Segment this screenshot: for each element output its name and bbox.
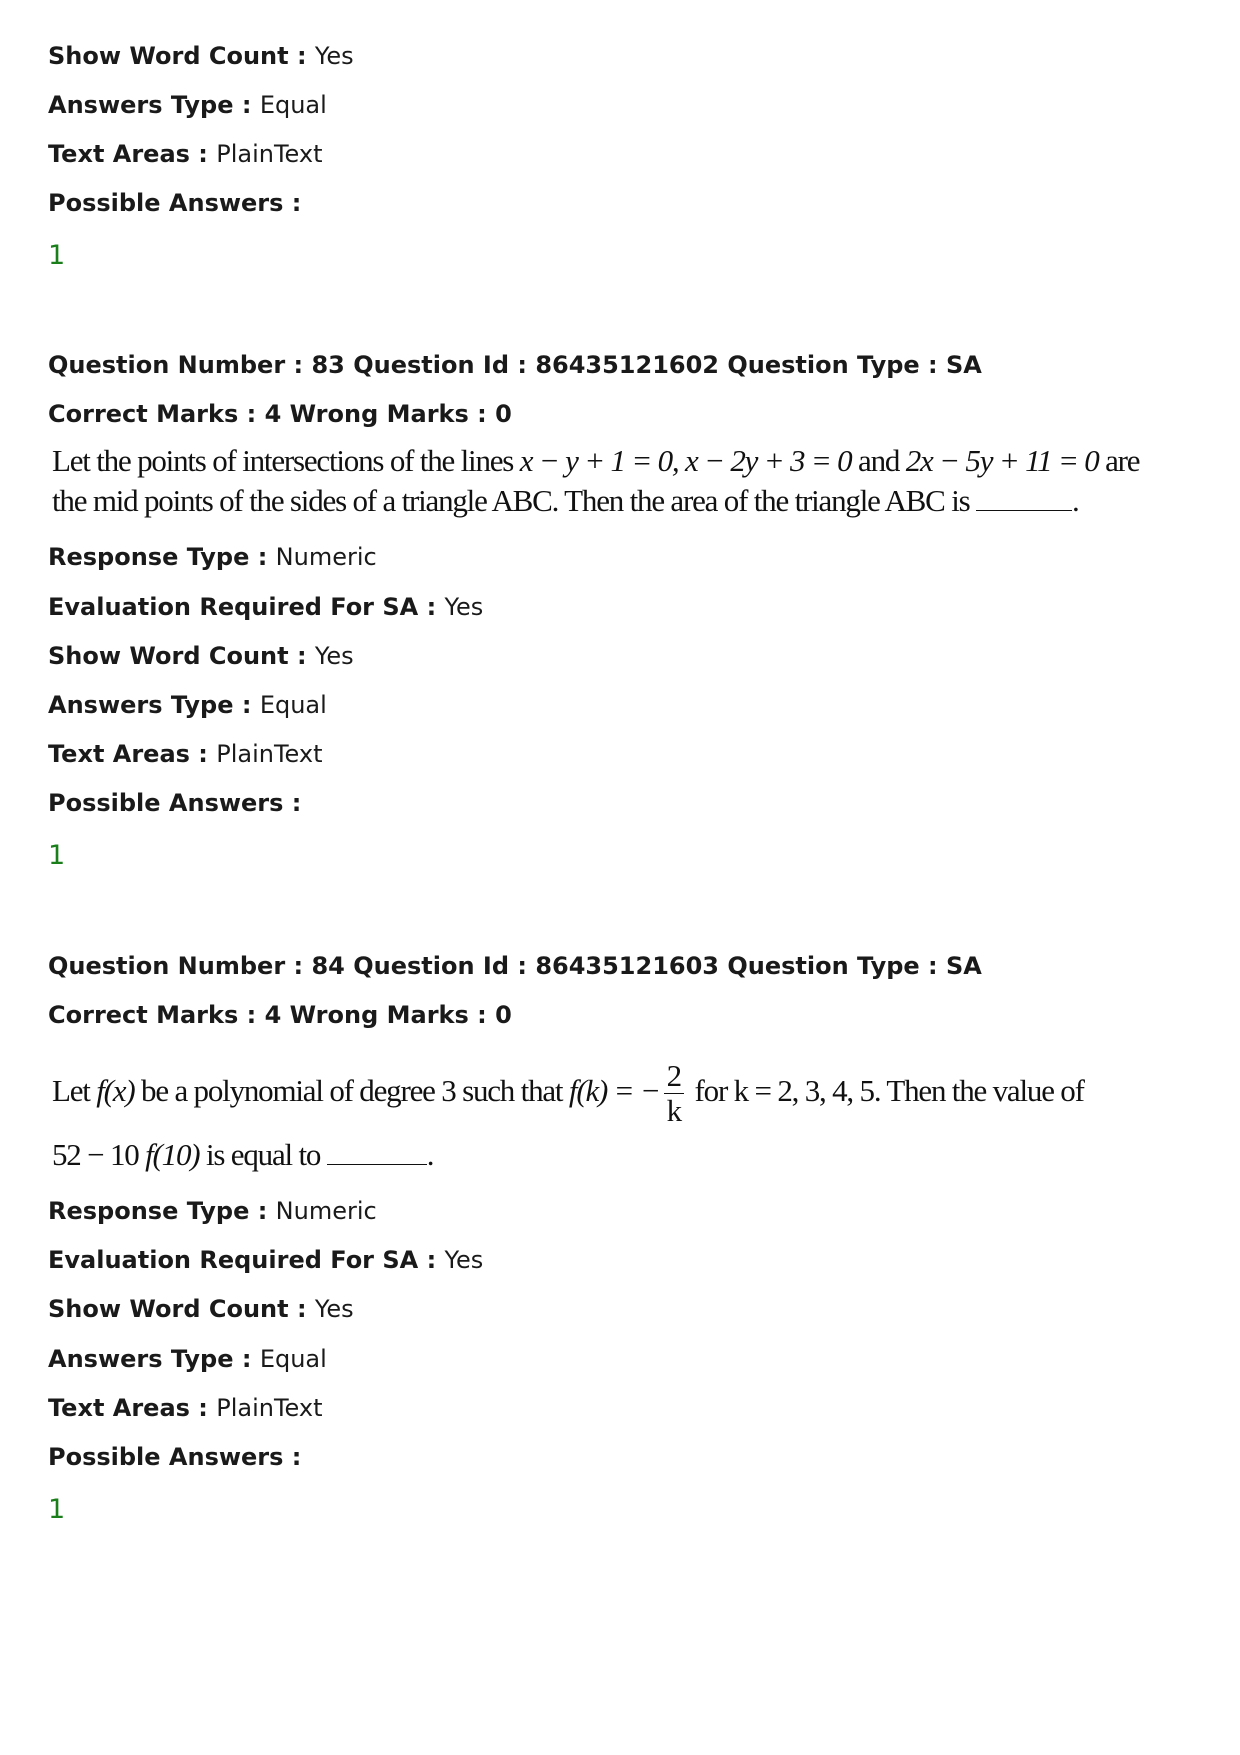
q83-marks: [48, 399, 512, 429]
q84-text-equal: is equal to: [199, 1137, 327, 1172]
q84-evaluation-label: Evaluation Required For SA: [48, 1246, 419, 1274]
q83-response-type-value: Numeric: [275, 543, 377, 571]
q83-answers-type-label: Answers Type: [48, 691, 234, 719]
q83-possible-answers-label: Possible Answers: [48, 789, 284, 817]
q83-show-word-count-line: Show Word Count : Yes: [48, 642, 354, 670]
q83-equation-2: 2x − 5y + 11 = 0: [905, 443, 1099, 478]
q84-period: .: [426, 1137, 434, 1172]
q84-marks: [48, 1000, 512, 1030]
q83-response-type-label: Response Type: [48, 543, 250, 571]
q83-possible-answers-line: Possible Answers :: [48, 789, 302, 817]
q84-evaluation-value: Yes: [444, 1246, 484, 1274]
q83-possible-answer-value: 1: [48, 840, 66, 871]
q84-answers-type-value: Equal: [259, 1345, 327, 1373]
q84-text-areas-label: Text Areas: [48, 1394, 190, 1422]
answers-type-label: Answers Type: [48, 91, 234, 119]
q83-question-line-1: [52, 440, 1139, 482]
q84-fk: f(k) = −: [568, 1073, 660, 1108]
q83-show-word-count-value: Yes: [314, 642, 354, 670]
q83-evaluation-line: Evaluation Required For SA : Yes: [48, 593, 484, 621]
q84-fraction-denominator: k: [666, 1093, 681, 1129]
q84-question-line-1: [52, 1055, 1084, 1128]
q84-text-areas-value: PlainText: [216, 1394, 323, 1422]
text-areas-line: Text Areas : PlainText: [48, 140, 323, 168]
q84-text-52: 52 − 10: [52, 1137, 146, 1172]
show-word-count-label: Show Word Count: [48, 42, 289, 70]
q84-possible-answers-line: Possible Answers :: [48, 1443, 302, 1471]
answers-type-value: Equal: [259, 91, 327, 119]
q84-text-areas-line: Text Areas : PlainText: [48, 1394, 323, 1422]
q83-text-areas-label: Text Areas: [48, 740, 190, 768]
q84-question-line-2: [52, 1134, 433, 1176]
q84-text-degree: be a polynomial of degree 3 such that: [134, 1073, 569, 1108]
q84-show-word-count-line: Show Word Count : Yes: [48, 1295, 354, 1323]
q84-text-let: Let: [52, 1073, 97, 1108]
q84-evaluation-line: Evaluation Required For SA : Yes: [48, 1246, 484, 1274]
answer-blank: [327, 1140, 427, 1165]
q83-evaluation-value: Yes: [444, 593, 484, 621]
q83-header-text: Question Number : 83 Question Id : 86435121602 Question Type : SA: [48, 351, 982, 379]
q83-answers-type-value: Equal: [259, 691, 327, 719]
q84-fraction-numerator: 2: [664, 1059, 684, 1094]
q84-show-word-count-label: Show Word Count: [48, 1295, 289, 1323]
q84-answers-type-line: Answers Type : Equal: [48, 1345, 327, 1373]
possible-answer-value: 1: [48, 240, 66, 271]
text-areas-value: PlainText: [216, 140, 323, 168]
possible-answers-label: Possible Answers: [48, 189, 284, 217]
q84-response-type-label: Response Type: [48, 1197, 250, 1225]
q84-possible-answer-value: 1: [48, 1494, 66, 1525]
q83-text-areas-value: PlainText: [216, 740, 323, 768]
q83-text-areas-line: Text Areas : PlainText: [48, 740, 323, 768]
q83-marks-text: Correct Marks : 4 Wrong Marks : 0: [48, 400, 512, 428]
q83-text-part: Let the points of intersections of the lines: [52, 443, 520, 478]
q83-answers-type-line: Answers Type : Equal: [48, 691, 327, 719]
q83-equation-1: x − y + 1 = 0, x − 2y + 3 = 0: [519, 443, 852, 478]
show-word-count-value: Yes: [314, 42, 354, 70]
text-areas-label: Text Areas: [48, 140, 190, 168]
q84-header: [48, 951, 982, 981]
q83-header: [48, 350, 982, 380]
answer-blank: [976, 486, 1072, 511]
q83-show-word-count-label: Show Word Count: [48, 642, 289, 670]
q83-evaluation-label: Evaluation Required For SA: [48, 593, 419, 621]
q84-marks-text: Correct Marks : 4 Wrong Marks : 0: [48, 1001, 512, 1029]
q84-possible-answers-label: Possible Answers: [48, 1443, 284, 1471]
q83-text-line2: the mid points of the sides of a triangle ABC. Then the area of the triangle ABC is: [52, 483, 970, 518]
q83-response-type-line: Response Type : Numeric: [48, 543, 377, 571]
q84-fx: f(x): [96, 1073, 135, 1108]
q83-text-and: and: [851, 443, 906, 478]
q84-response-type-value: Numeric: [275, 1197, 377, 1225]
q84-response-type-line: Response Type : Numeric: [48, 1197, 377, 1225]
q84-text-for-k: for k = 2, 3, 4, 5. Then the value of: [687, 1073, 1084, 1108]
q83-period: .: [1072, 483, 1079, 518]
q83-question-line-2: [52, 480, 1079, 522]
q84-answers-type-label: Answers Type: [48, 1345, 234, 1373]
q84-header-text: Question Number : 84 Question Id : 86435121603 Question Type : SA: [48, 952, 982, 980]
q84-fraction: [664, 1059, 684, 1128]
show-word-count-line: Show Word Count : Yes: [48, 42, 354, 70]
q84-f10: f(10): [145, 1137, 200, 1172]
q83-text-are: are: [1098, 443, 1140, 478]
possible-answers-line: Possible Answers :: [48, 189, 302, 217]
answers-type-line: Answers Type : Equal: [48, 91, 327, 119]
q84-show-word-count-value: Yes: [314, 1295, 354, 1323]
